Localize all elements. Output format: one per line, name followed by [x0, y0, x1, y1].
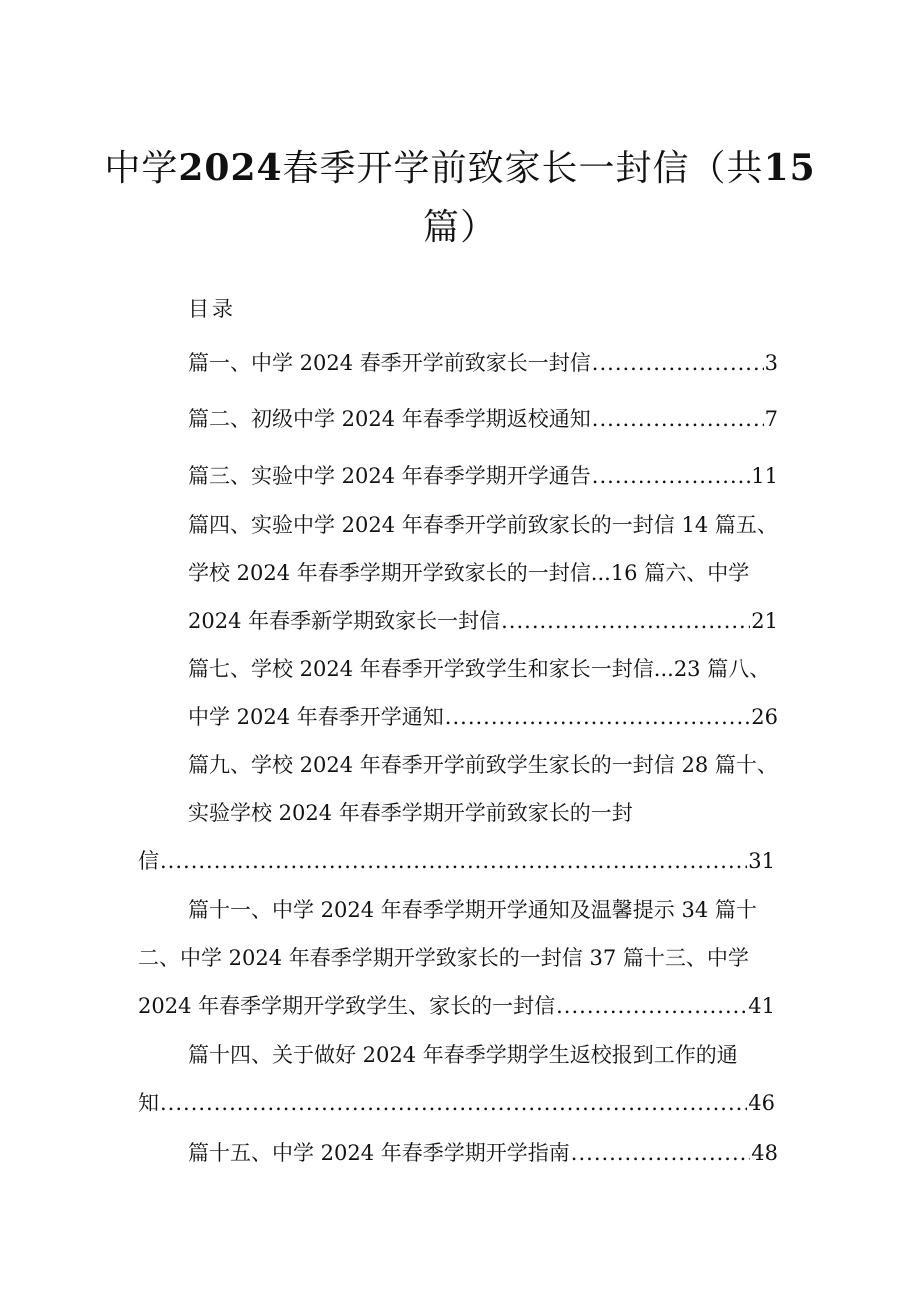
toc-entry-text: 中学 2024 年春季开学通知	[188, 705, 444, 729]
toc-entry-text: 篇三、实验中学 2024 年春季学期开学通告	[188, 464, 591, 488]
toc-entry-text: 信	[138, 849, 159, 873]
toc-line[interactable]: 实验学校 2024 年春季学期开学前致家长的一封	[188, 801, 633, 825]
toc-page-number: 31	[748, 849, 775, 873]
toc-page-number: 7	[764, 407, 778, 431]
toc-entry[interactable]	[188, 404, 778, 434]
title-part: 春季开学前致家长一封信（共	[282, 148, 764, 189]
toc-entry-text: 篇十五、中学 2024 年春季学期开学指南	[188, 1141, 570, 1165]
toc-entry-text: 篇二、初级中学 2024 年春季学期返校通知	[188, 407, 591, 431]
toc-page-number: 46	[748, 1091, 775, 1115]
document-title-line1	[0, 148, 920, 189]
toc-leader	[571, 1138, 750, 1168]
toc-page-number: 3	[764, 351, 778, 375]
toc-page-number: 41	[748, 994, 775, 1018]
toc-entry-text: 知	[138, 1091, 159, 1115]
toc-entry[interactable]	[138, 846, 775, 876]
toc-line[interactable]: 篇七、学校 2024 年春季开学致学生和家长一封信...23 篇八、	[188, 657, 771, 681]
toc-leader	[160, 846, 747, 876]
toc-leader	[160, 1088, 747, 1118]
toc-page-number: 11	[751, 464, 778, 488]
toc-line[interactable]: 学校 2024 年春季学期开学致家长的一封信...16 篇六、中学	[188, 561, 750, 585]
toc-leader	[592, 404, 764, 434]
toc-leader	[592, 461, 750, 491]
toc-entry[interactable]	[188, 606, 778, 636]
toc-leader	[445, 702, 750, 732]
title-year: 2024	[178, 147, 283, 189]
toc-entry[interactable]	[188, 348, 778, 378]
toc-leader	[556, 991, 747, 1021]
toc-line[interactable]: 篇四、实验中学 2024 年春季开学前致家长的一封信 14 篇五、	[188, 513, 778, 537]
toc-line[interactable]: 篇九、学校 2024 年春季开学前致学生家长的一封信 28 篇十、	[188, 753, 778, 777]
toc-page-number: 26	[751, 705, 778, 729]
toc-heading: 目录	[188, 297, 236, 321]
title-part: 中学	[104, 148, 179, 189]
toc-line[interactable]: 篇十四、关于做好 2024 年春季学期学生返校报到工作的通	[188, 1043, 738, 1067]
toc-entry[interactable]	[188, 702, 778, 732]
title-count: 15	[763, 147, 816, 189]
toc-leader	[592, 348, 764, 378]
toc-entry[interactable]	[138, 1088, 775, 1118]
toc-entry[interactable]	[138, 991, 775, 1021]
toc-line[interactable]: 二、中学 2024 年春季学期开学致家长的一封信 37 篇十三、中学	[138, 946, 749, 970]
toc-entry-text: 2024 年春季新学期致家长一封信	[188, 609, 501, 633]
toc-leader	[501, 606, 750, 636]
document-title-line2: 篇）	[422, 207, 497, 248]
toc-entry[interactable]	[188, 1138, 778, 1168]
toc-page-number: 21	[751, 609, 778, 633]
toc-entry-text: 篇一、中学 2024 春季开学前致家长一封信	[188, 351, 591, 375]
toc-entry-text: 2024 年春季学期开学致学生、家长的一封信	[138, 994, 556, 1018]
toc-page-number: 48	[751, 1141, 778, 1165]
toc-line[interactable]: 篇十一、中学 2024 年春季学期开学通知及温馨提示 34 篇十	[188, 898, 757, 922]
toc-entry[interactable]	[188, 461, 778, 491]
